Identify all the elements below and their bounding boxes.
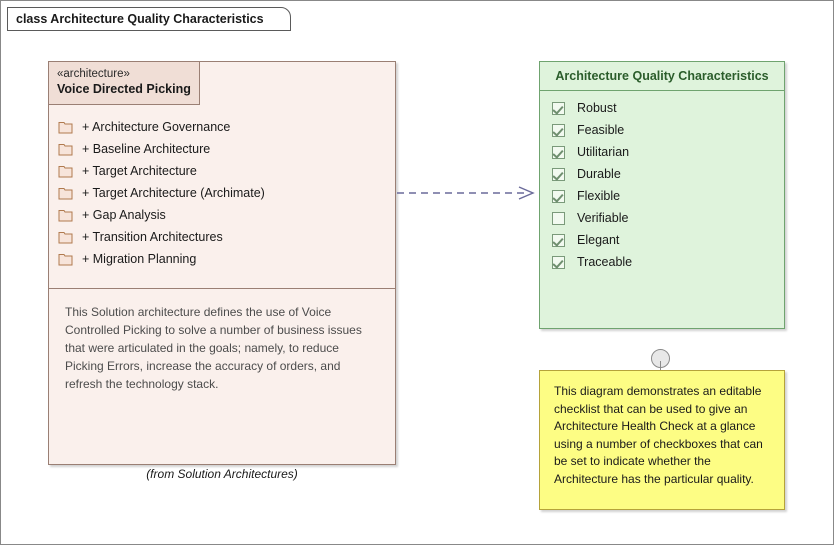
folder-icon [58,231,74,244]
list-item[interactable] [49,138,395,160]
feature-label: + Transition Architectures [82,230,223,244]
class-name: Voice Directed Picking [57,82,191,96]
checklist-item-label: Traceable [577,255,633,269]
diagram-frame-tab [7,7,291,31]
list-item[interactable] [540,185,784,207]
feature-label: + Architecture Governance [82,120,231,134]
list-item[interactable] [49,116,395,138]
folder-icon [58,121,74,134]
feature-label: + Target Architecture [82,164,197,178]
feature-label: + Gap Analysis [82,208,166,222]
checkbox-flexible[interactable] [552,190,565,203]
class-from-package-label: (from Solution Architectures) [146,467,298,481]
feature-label: + Target Architecture (Archimate) [82,186,265,200]
checkbox-utilitarian[interactable] [552,146,565,159]
checklist-item-label: Feasible [577,123,625,137]
feature-label: + Baseline Architecture [82,142,211,156]
checklist-item-label: Robust [577,101,617,115]
checklist-title: Architecture Quality Characteristics [540,62,784,91]
checkbox-durable[interactable] [552,168,565,181]
checkbox-elegant[interactable] [552,234,565,247]
class-header[interactable] [48,61,200,105]
list-item[interactable] [540,207,784,229]
feature-label: + Migration Planning [82,252,197,266]
checklist-item-label: Flexible [577,189,621,203]
checkbox-robust[interactable] [552,102,565,115]
checkbox-feasible[interactable] [552,124,565,137]
class-feature-list [49,106,395,280]
list-item[interactable] [49,248,395,270]
class-description-text: This Solution architecture defines the use of Voice Controlled Picking to solve a number of business issues that were articulated in the goals; namely, to reduce Picking Errors, increase the accuracy of orders, and refresh the technology stack. [65,305,362,391]
folder-icon [58,209,74,222]
list-item[interactable] [49,160,395,182]
checklist-item-label: Utilitarian [577,145,630,159]
checklist-item-label: Durable [577,167,621,181]
folder-icon [58,253,74,266]
folder-icon [58,187,74,200]
checklist-element[interactable] [539,61,785,329]
list-item[interactable] [49,182,395,204]
checklist-item-label: Elegant [577,233,620,247]
list-item[interactable] [49,204,395,226]
checkbox-traceable[interactable] [552,256,565,269]
folder-icon [58,165,74,178]
list-item[interactable] [540,163,784,185]
diagram-frame-label: class Architecture Quality Characteristics [16,12,264,26]
checklist-item-label: Verifiable [577,211,629,225]
dependency-connector[interactable] [397,186,539,200]
note-text: This diagram demonstrates an editable checklist that can be used to give an Architecture Health Check at a glance using a number of checkboxes that can be set to indicate whether the Architecture has the particular quality. [554,384,763,486]
class-description-compartment [49,288,395,464]
list-item[interactable] [540,229,784,251]
list-item[interactable] [540,97,784,119]
list-item[interactable] [49,226,395,248]
class-stereotype: «architecture» [57,68,130,80]
list-item[interactable] [540,141,784,163]
list-item[interactable] [540,119,784,141]
folder-icon [58,143,74,156]
checklist-items [540,94,784,273]
list-item[interactable] [540,251,784,273]
checkbox-verifiable[interactable] [552,212,565,225]
note-element[interactable] [539,370,785,510]
